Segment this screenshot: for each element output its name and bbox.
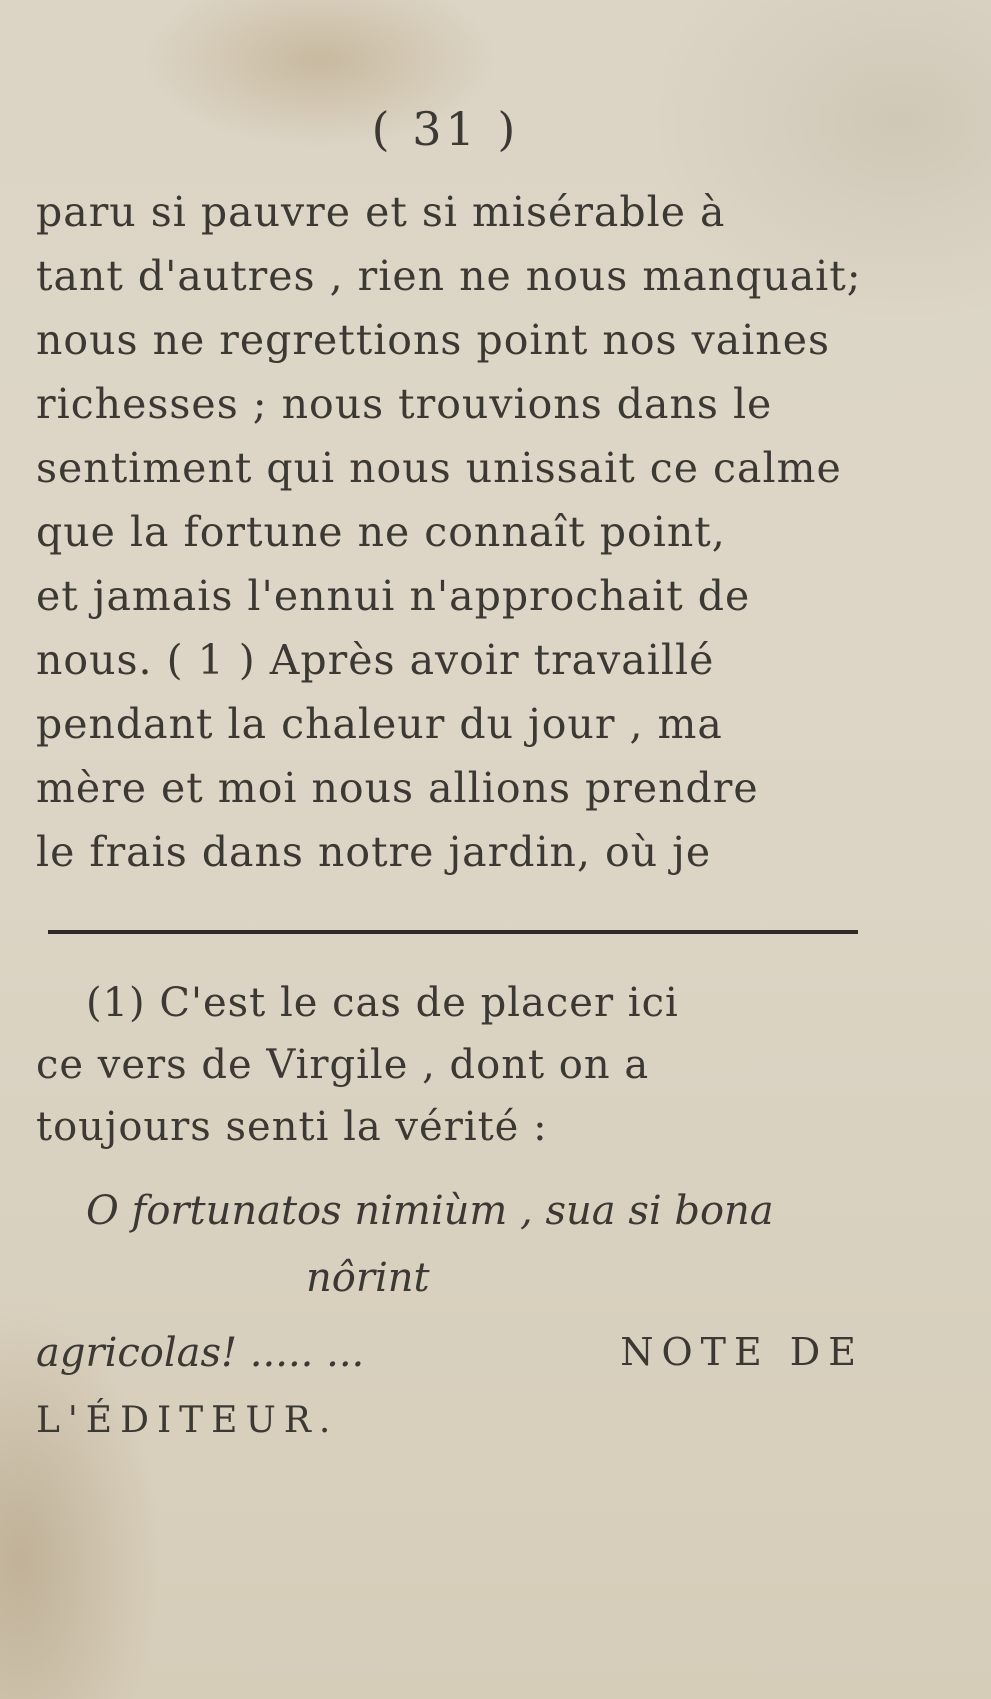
text-line-content: paru si pauvre et si misérable à: [36, 188, 726, 236]
editor-label: L'ÉDITEUR.: [36, 1400, 339, 1441]
footnote-line: [36, 1034, 864, 1096]
text-line: [36, 756, 864, 820]
text-line: [36, 692, 864, 756]
verse-line-final: [36, 1330, 864, 1376]
text-line-content: sentiment qui nous unissait ce calme: [36, 444, 842, 492]
footnote-line: [36, 972, 864, 1034]
text-line-content: mère et moi nous allions prendre: [36, 764, 759, 812]
main-text: [36, 180, 864, 884]
text-line-content: nous. ( 1 ) Après avoir travaillé: [36, 636, 715, 684]
text-line: [36, 564, 864, 628]
text-line: [36, 500, 864, 564]
text-line: [36, 436, 864, 500]
footnote-line-content: ce vers de Virgile , dont on a: [36, 1042, 650, 1088]
page-number: ( 31 ): [371, 102, 520, 156]
footnote-line-content: (1) C'est le cas de placer ici: [86, 980, 679, 1026]
text-line-content: le frais dans notre jardin, où je: [36, 828, 712, 876]
footnote-line: [36, 1096, 864, 1158]
text-line: [36, 180, 864, 244]
footnote-line-content: toujours senti la vérité :: [36, 1104, 548, 1150]
text-line: [36, 308, 864, 372]
text-line: [36, 372, 864, 436]
text-line-content: richesses ; nous trouvions dans le: [36, 380, 773, 428]
text-line: [36, 244, 864, 308]
text-line: [36, 820, 864, 884]
text-line-content: tant d'autres , rien ne nous manquait;: [36, 252, 862, 300]
footnote: [36, 972, 864, 1158]
verse-line: O fortunatos nimiùm , sua si bona: [86, 1188, 774, 1234]
verse-text: agricolas! ..... ...: [36, 1330, 365, 1376]
text-line-content: nous ne regrettions point nos vaines: [36, 316, 831, 364]
text-line: [36, 628, 864, 692]
note-label: NOTE DE: [620, 1330, 864, 1374]
verse-line-continuation: nôrint: [306, 1255, 430, 1301]
text-line-content: pendant la chaleur du jour , ma: [36, 700, 723, 748]
text-line-content: que la fortune ne connaît point,: [36, 508, 726, 556]
text-line-content: et jamais l'ennui n'approchait de: [36, 572, 751, 620]
footnote-divider: [48, 930, 858, 934]
